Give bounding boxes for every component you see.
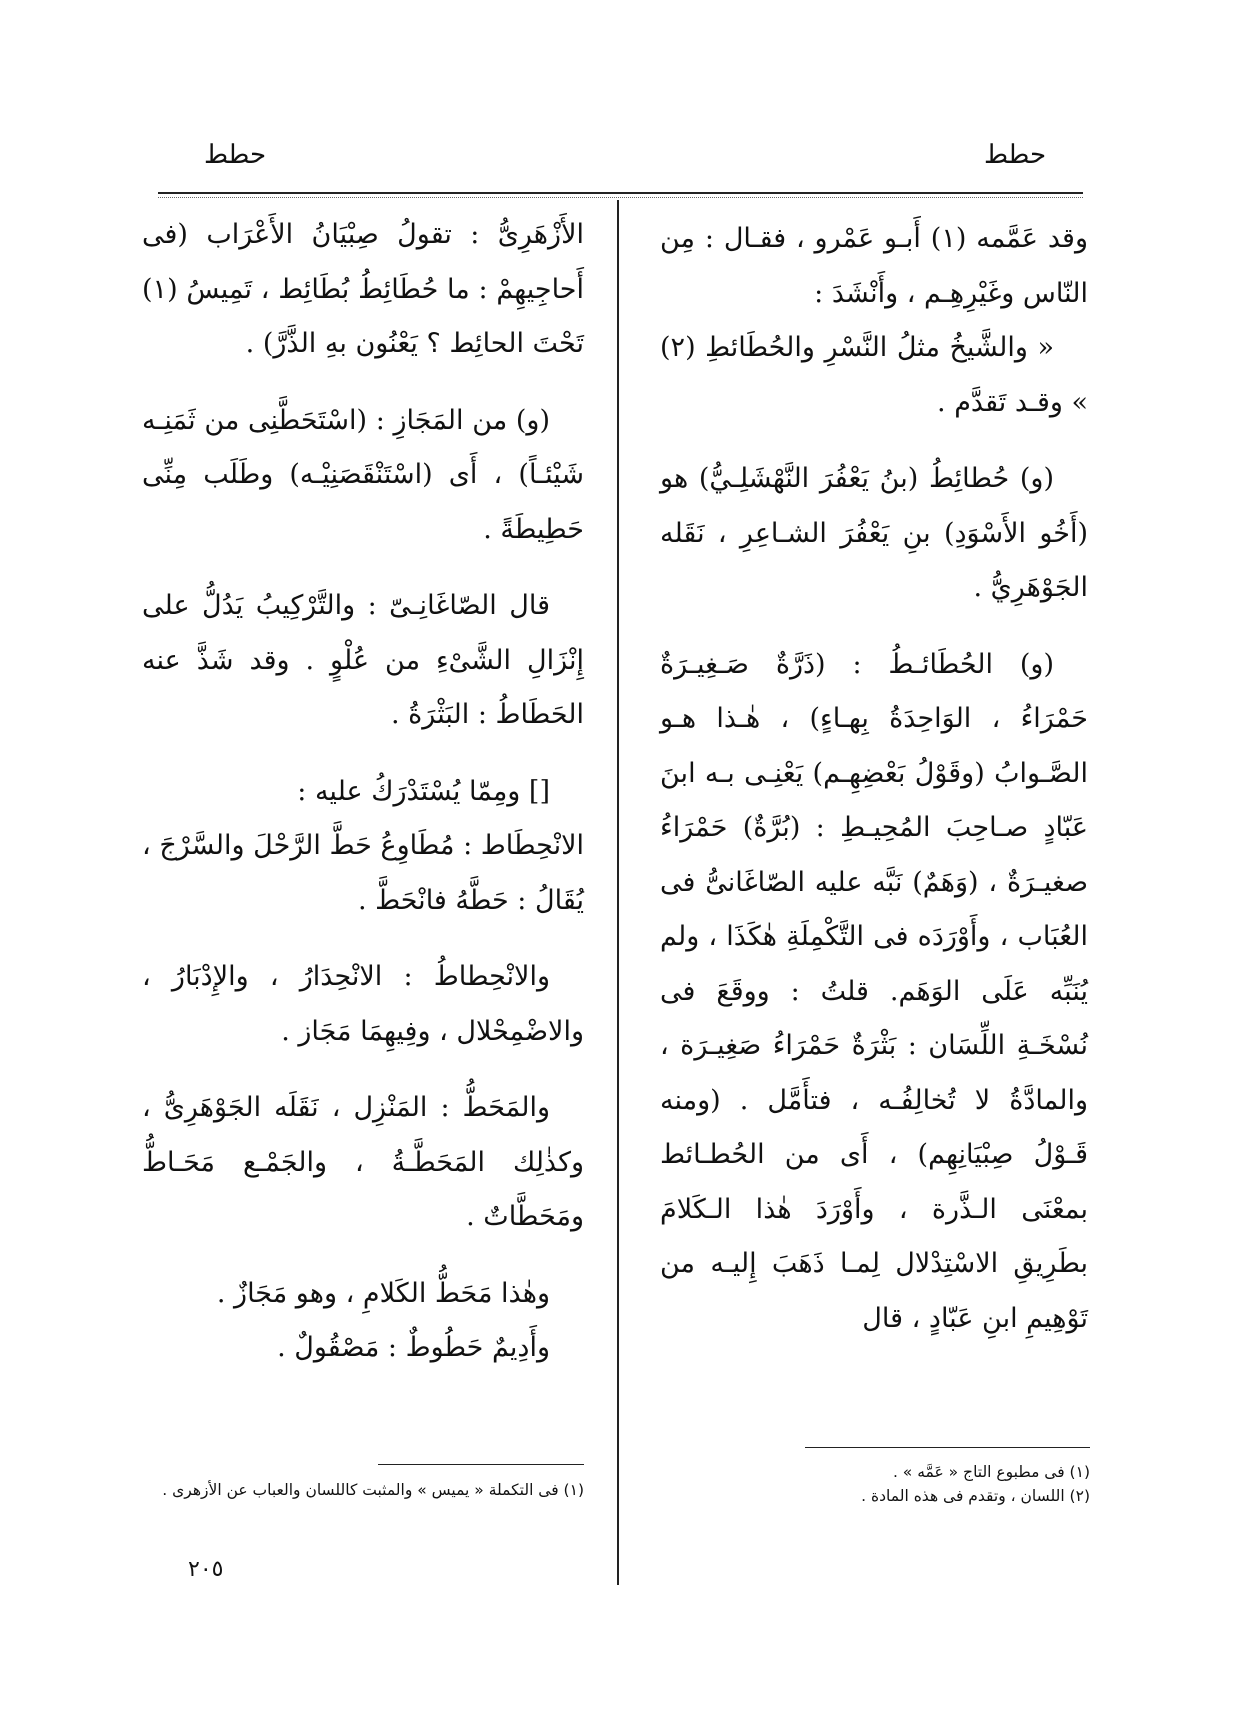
footnote: (٢) اللسان ، وتقدم فى هذه المادة . [861,1487,1090,1505]
paragraph: الأَزْهَرِىُّ : تقولُ صِبْيَانُ الأَعْرَاب (فى أَحاجِيهِمْ : ما حُطَائِطُ بُطَائِط ، تَمِيسُ (١) تَحْتَ الحائِط ؟ يَعْنُون بهِ الذَّرَّ) . [142,219,584,359]
page-number: ٢٠٥ [188,1557,224,1582]
paragraph: وقد عَمَّمه (١) أَبـو عَمْرو ، فقـال : مِن النّاس وغَيْرِهِـم ، وأَنْشَدَ : [660,223,1088,309]
left-column [142,208,584,1376]
paragraph: « والشَّيخُ مثلُ النَّسْرِ والحُطَائطِ (٢) » وقـد تَقدَّم . [660,332,1088,418]
paragraph: والانْحِطاطُ : الانْحِدَارُ ، والإِدْبَارُ ، والاضْمِحْلال ، وفِيهِمَا مَجَاز . [142,961,584,1047]
running-header-right: حطط [983,140,1047,170]
paragraph: وأَدِيمٌ حَطُوطٌ : مَصْقُولٌ . [277,1332,550,1363]
paragraph: (و) الحُطَائـطُ : (ذَرَّةٌ صَـغِيـرَةٌ حَمْرَاءُ ، الوَاحِدَةُ بِهـاءٍ) ، هٰـذا هـو الصَّـوابُ (وقَوْلُ بَعْضِهِـم) يَعْنِـى بـه ابنَ عَبّادٍ صـاحِبَ المُحِيـطِ : (بُرَّةٌ) حَمْرَاءُ صغيـرَةٌ ، (وَهَمٌ) نَبَّه عليه الصّاغَانىُّ فى العُبَاب ، وأَوْرَدَه فى التَّكْمِلَةِ هٰكَذَا ، ولم يُنَبِّه عَلَى الوَهَم. قلتُ : ووقَعَ فى نُسْخَـةِ اللِّسَان : بَثْرَةٌ حَمْرَاءُ صَغِيـرَة ، والمادَّةُ لا تُخالِفُـه ، فتأَمَّل . (ومنه قَـوْلُ صِبْيَانِهِم) ، أَى من الحُطـائط بمعْنَى الـذَّرة ، وأَوْرَدَ هٰذا الـكَلامَ بطَرِيقِ الاسْتِدْلال لِمـا ذَهَبَ إِليـه من تَوْهِيمِ ابنِ عَبّادٍ ، قال [660,648,1088,1334]
paragraph: [] ومِمّا يُسْتَدْرَكُ عليه : [297,775,550,807]
footnote: (١) فى مطبوع التاج « عَمَّه » . [892,1463,1090,1481]
running-header-left: حطط [203,140,267,170]
footnote: (١) فى التكملة « يميس » والمثبت كاللسان والعباب عن الأزهرى . [162,1481,584,1499]
header-rule [158,192,1083,194]
footnote-rule-left [378,1464,584,1465]
paragraph: (و) من المَجَازِ : (اسْتَحَطَّنِى من ثَمَنِـه شَيْئـاً) ، أَى (اسْتَنْقَصَنِيْـه) وطَلَب مِنِّى حَطِيطَةً . [142,404,584,545]
paragraph: قال الصّاغَانِـىّ : والتَّرْكِيبُ يَدُلُّ على إِنْزَالِ الشَّىْءِ من عُلْوٍ . وقد شَذَّ عنه الحَطَاطُ : البَثْرَةُ . [142,590,584,730]
paragraph: وهٰذا مَحَطُّ الكَلامِ ، وهو مَجَازٌ . [216,1277,550,1309]
paragraph: الانْحِطَاط : مُطَاوِعُ حَطَّ الرَّحْلَ والسَّرْجَ ، يُقَالُ : حَطَّهُ فانْحَطَّ . [142,830,584,916]
footnotes-right [760,1460,1090,1508]
right-column [660,212,1088,1346]
header-rule-dotted [158,197,1083,198]
column-divider [617,200,619,1585]
paragraph: (و) حُطائِطُ (بنُ يَعْفُرَ النَّهْشَلِـيُّ) هو (أَخُو الأَسْوَدِ) بنِ يَعْفُرَ الشـاعِرِ ، نَقَله الجَوْهَرِيُّ . [660,463,1088,603]
paragraph: والمَحَطُّ : المَنْزِل ، نَقَلَه الجَوْهَرِىُّ ، وكذٰلِك المَحَطَّـةُ ، والجَمْـع مَحَـاطُّ ومَحَطَّاتٌ . [142,1092,584,1232]
footnotes-left [142,1478,584,1502]
footnote-rule-right [805,1447,1090,1448]
